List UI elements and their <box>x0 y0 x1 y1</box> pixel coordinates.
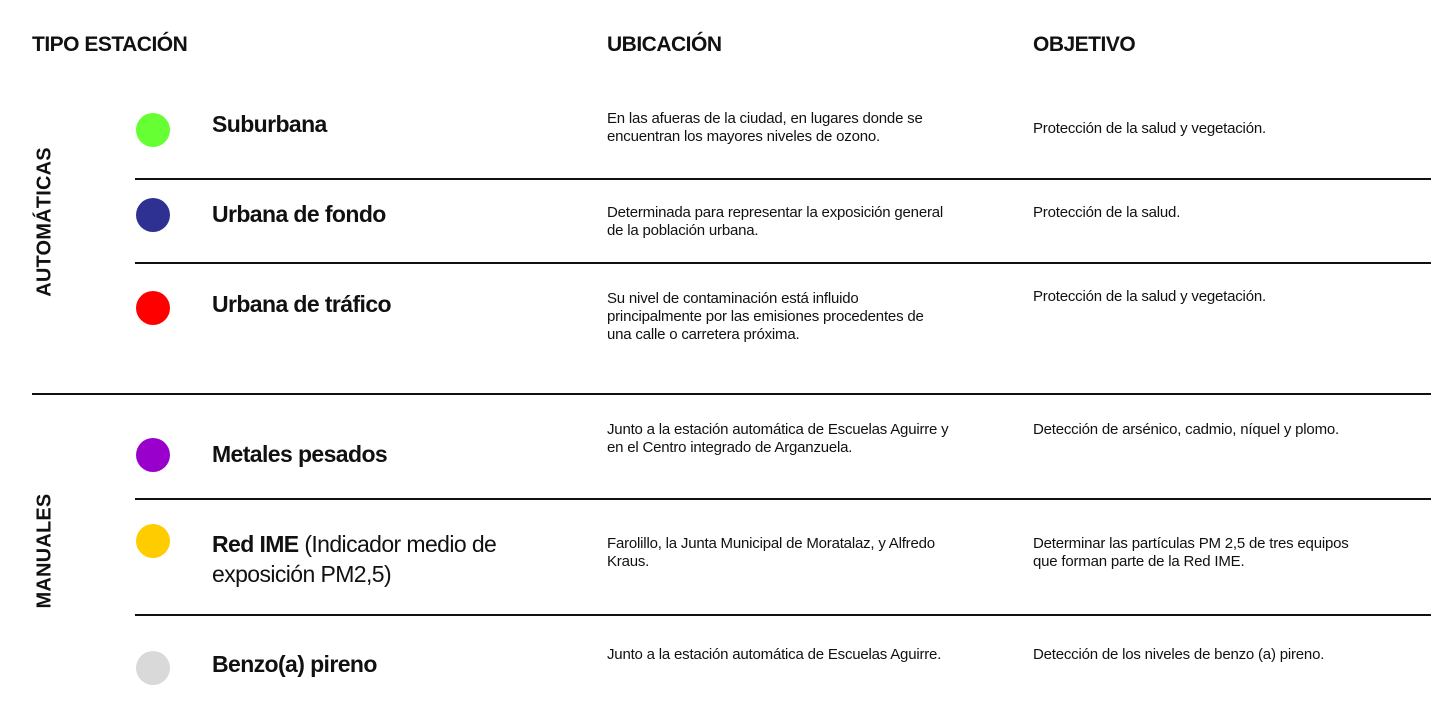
station-dot-red-ime <box>136 524 170 558</box>
station-dot-suburbana <box>136 113 170 147</box>
station-name-metales-pesados <box>212 439 387 469</box>
station-location-metales-pesados: Junto a la estación automática de Escuelas Aguirre y en el Centro integrado de Arganzuela. <box>607 421 949 456</box>
station-objective-metales-pesados: Detección de arsénico, cadmio, níquel y plomo. <box>1033 421 1339 438</box>
station-name-text: Urbana de tráfico <box>212 291 391 317</box>
header-ubicacion: UBICACIÓN <box>607 33 722 56</box>
row-divider <box>135 178 1431 180</box>
station-objective-urbana-de-fondo: Protección de la salud. <box>1033 204 1181 221</box>
row-divider <box>135 262 1431 264</box>
station-objective-benzo-a-pireno: Detección de los niveles de benzo (a) pireno. <box>1033 646 1325 663</box>
group-label-automaticas: AUTOMÁTICAS <box>33 147 56 297</box>
header-tipo-estacion: TIPO ESTACIÓN <box>32 33 188 56</box>
station-name-text: Benzo(a) pireno <box>212 651 377 677</box>
station-dot-metales-pesados <box>136 438 170 472</box>
station-name-red-ime <box>212 529 522 589</box>
station-name-urbana-de-trafico <box>212 289 391 319</box>
station-name-text: Urbana de fondo <box>212 201 386 227</box>
group-divider <box>32 393 1431 395</box>
group-label-manuales: MANUALES <box>33 493 56 609</box>
station-name-text: Red IME <box>212 531 299 557</box>
row-divider <box>135 614 1431 616</box>
station-location-urbana-de-fondo: Determinada para representar la exposición general de la población urbana. <box>607 204 944 239</box>
station-location-red-ime: Farolillo, la Junta Municipal de Moratalaz, y Alfredo Kraus. <box>607 535 935 570</box>
station-location-suburbana: En las afueras de la ciudad, en lugares donde se encuentran los mayores niveles de ozono. <box>607 110 923 145</box>
station-name-text: Metales pesados <box>212 441 388 467</box>
station-objective-suburbana: Protección de la salud y vegetación. <box>1033 120 1266 137</box>
station-name-suffix: (Indicador medio de exposición PM2,5) <box>212 531 497 587</box>
header-objetivo: OBJETIVO <box>1033 33 1136 56</box>
station-location-urbana-de-trafico: Su nivel de contaminación está influido principalmente por las emisiones procedentes de una calle o carretera próxima. <box>607 290 924 343</box>
station-dot-urbana-de-trafico <box>136 291 170 325</box>
row-divider <box>135 498 1431 500</box>
station-location-benzo-a-pireno: Junto a la estación automática de Escuelas Aguirre. <box>607 646 942 663</box>
station-dot-urbana-de-fondo <box>136 198 170 232</box>
station-name-suburbana <box>212 109 327 139</box>
station-objective-urbana-de-trafico: Protección de la salud y vegetación. <box>1033 288 1266 305</box>
station-name-text: Suburbana <box>212 111 327 137</box>
station-objective-red-ime: Determinar las partículas PM 2,5 de tres equipos que forman parte de la Red IME. <box>1033 535 1349 570</box>
station-name-urbana-de-fondo <box>212 199 386 229</box>
station-name-benzo-a-pireno <box>212 649 377 679</box>
station-dot-benzo-a-pireno <box>136 651 170 685</box>
